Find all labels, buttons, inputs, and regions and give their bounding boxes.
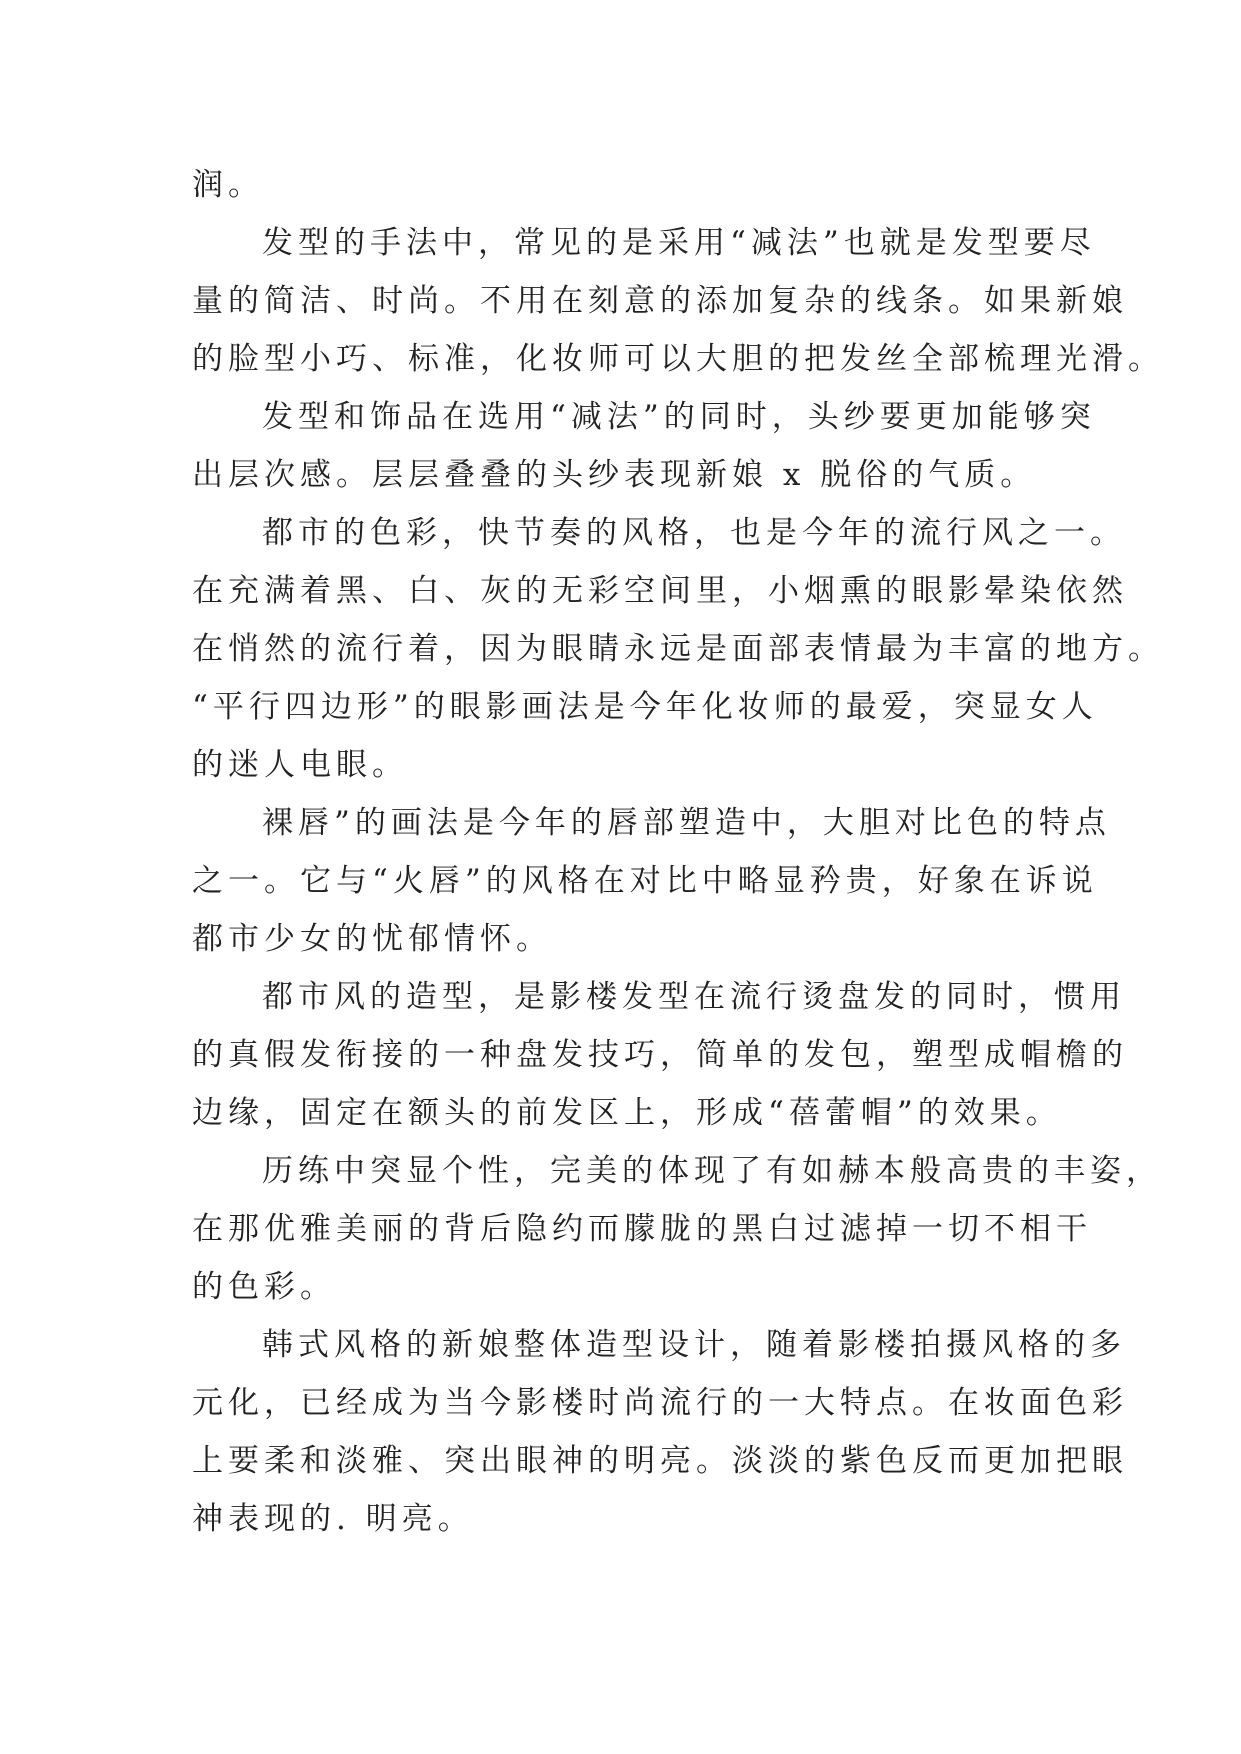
text-line: 神表现的. 明亮。 [192, 1501, 474, 1537]
document-body [192, 156, 1164, 1548]
text-line: 量的简洁、时尚。不用在刻意的添加复杂的线条。如果新娘 [192, 283, 1128, 319]
text-line: 在那优雅美丽的背后隐约而朦胧的黑白过滤掉一切不相干 [192, 1211, 1092, 1247]
paragraph [192, 504, 1164, 794]
text-line: 韩式风格的新娘整体造型设计，随着影楼拍摄风格的多 [262, 1327, 1126, 1363]
text-line: “平行四边形”的眼影画法是今年化妆师的最爱，突显女人 [192, 689, 1098, 725]
text-line: 边缘，固定在额头的前发区上，形成“蓓蕾帽”的效果。 [192, 1095, 1062, 1131]
text-line: 元化，已经成为当今影楼时尚流行的一大特点。在妆面色彩 [192, 1385, 1128, 1421]
text-line: 的真假发衔接的一种盘发技巧，简单的发包，塑型成帽檐的 [192, 1037, 1128, 1073]
text-line: 都市少女的忧郁情怀。 [192, 921, 552, 957]
text-line: 在悄然的流行着，因为眼睛永远是面部表情最为丰富的地方。 [192, 631, 1164, 667]
paragraph [192, 968, 1128, 1142]
paragraph [192, 214, 1164, 388]
text-line: 上要柔和淡雅、突出眼神的明亮。淡淡的紫色反而更加把眼 [192, 1443, 1128, 1479]
text-line: 出层次感。层层叠叠的头纱表现新娘 x 脱俗的气质。 [192, 457, 1037, 493]
text-line: 之一。它与“火唇”的风格在对比中略显矜贵，好象在诉说 [192, 863, 1098, 899]
text-line: 历练中突显个性，完美的体现了有如赫本般高贵的丰姿， [262, 1153, 1162, 1189]
text-line: 都市风的造型，是影楼发型在流行烫盘发的同时，惯用 [262, 979, 1126, 1015]
text-line: 发型的手法中，常见的是采用“减法”也就是发型要尽 [262, 225, 1096, 261]
paragraph [192, 1316, 1128, 1548]
text-line: 的迷人电眼。 [192, 747, 408, 783]
text-line: 的脸型小巧、标准，化妆师可以大胆的把发丝全部梳理光滑。 [192, 341, 1164, 377]
text-line: 裸唇”的画法是今年的唇部塑造中，大胆对比色的特点 [262, 805, 1111, 841]
text-line: 都市的色彩，快节奏的风格，也是今年的流行风之一。 [262, 515, 1126, 551]
paragraph [192, 794, 1111, 968]
paragraph [192, 156, 1072, 214]
paragraph [192, 388, 1096, 504]
text-line: 的色彩。 [192, 1269, 336, 1305]
paragraph [192, 1142, 1162, 1316]
text-line: 润。 [192, 167, 264, 203]
text-line: 在充满着黑、白、灰的无彩空间里，小烟熏的眼影晕染依然 [192, 573, 1128, 609]
text-line: 发型和饰品在选用“减法”的同时，头纱要更加能够突 [262, 399, 1096, 435]
